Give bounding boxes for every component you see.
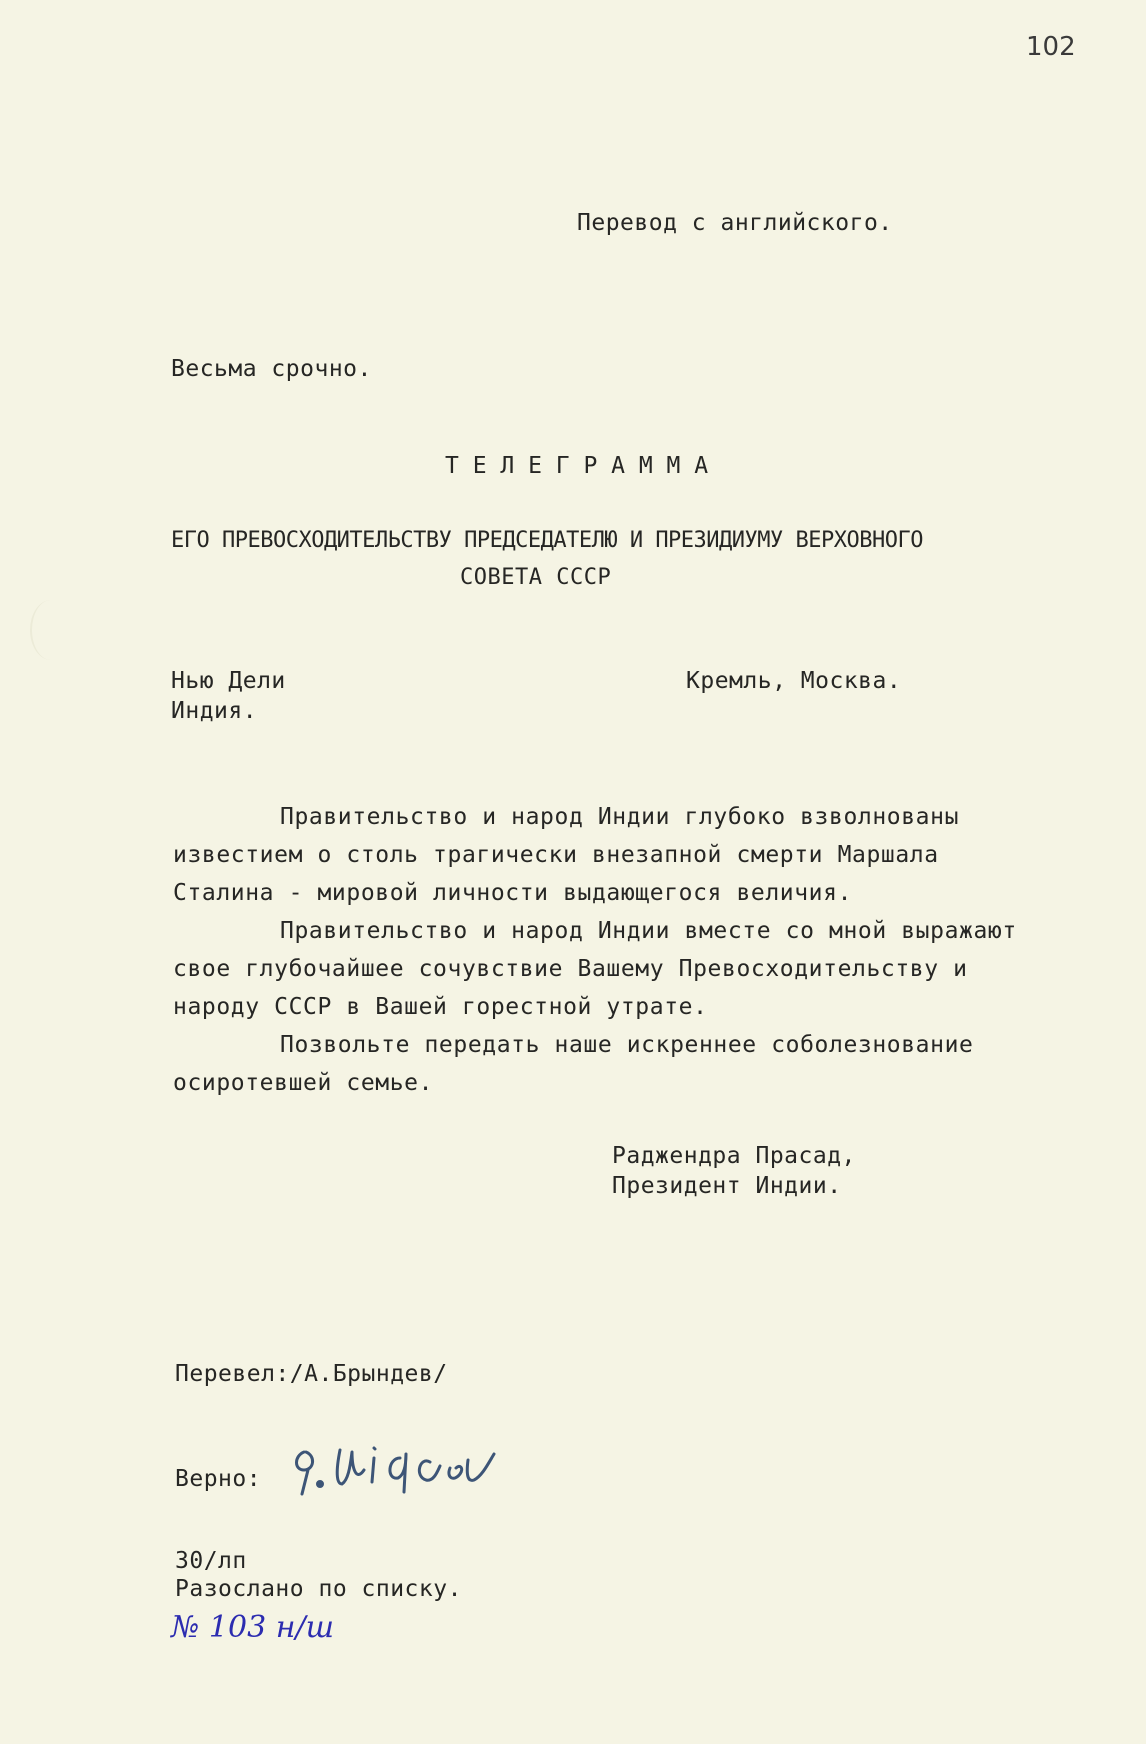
distribution-note: Разослано по списку. [175, 1576, 462, 1602]
translator-line: Перевел:/А.Брындев/ [175, 1361, 448, 1387]
addressee-line-1: ЕГО ПРЕВОСХОДИТЕЛЬСТВУ ПРЕДСЕДАТЕЛЮ И ПРЕЗИДИУМУ ВЕРХОВНОГО [171, 528, 923, 553]
body-line: свое глубочайшее сочувствие Вашему Превосходительству и [173, 956, 968, 982]
paper-edge-mark [30, 600, 72, 660]
handwritten-signature-icon [290, 1440, 510, 1500]
origin-country: Индия. [171, 698, 258, 724]
body-line: Правительство и народ Индии вместе со мной выражают [280, 918, 1017, 944]
signatory-title: Президент Индии. [612, 1173, 842, 1199]
origin-city: Нью Дели [171, 668, 286, 694]
body-line: известием о столь трагически внезапной смерти Маршала [173, 842, 939, 868]
body-line: Позвольте передать наше искреннее соболезнование [280, 1032, 974, 1058]
certified-label: Верно: [175, 1466, 262, 1492]
destination: Кремль, Москва. [686, 668, 902, 694]
body-line: народу СССР в Вашей горестной утрате. [173, 994, 708, 1020]
document-title: Т Е Л Е Г Р А М М А [445, 453, 709, 479]
body-line: Сталина - мировой личности выдающегося величия. [173, 880, 853, 906]
handwritten-reference: № 103 н/ш [171, 1610, 335, 1645]
translation-note: Перевод с английского. [577, 210, 893, 236]
urgency-mark: Весьма срочно. [171, 356, 372, 382]
registration-code: 30/лп [175, 1548, 247, 1574]
folio-number: 102 [1026, 32, 1076, 62]
body-line: Правительство и народ Индии глубоко взволнованы [280, 804, 960, 830]
signatory-name: Раджендра Прасад, [612, 1143, 856, 1169]
body-line: осиротевшей семье. [173, 1070, 434, 1096]
addressee-line-2: СОВЕТА СССР [460, 565, 612, 590]
message-body [173, 798, 1017, 1102]
